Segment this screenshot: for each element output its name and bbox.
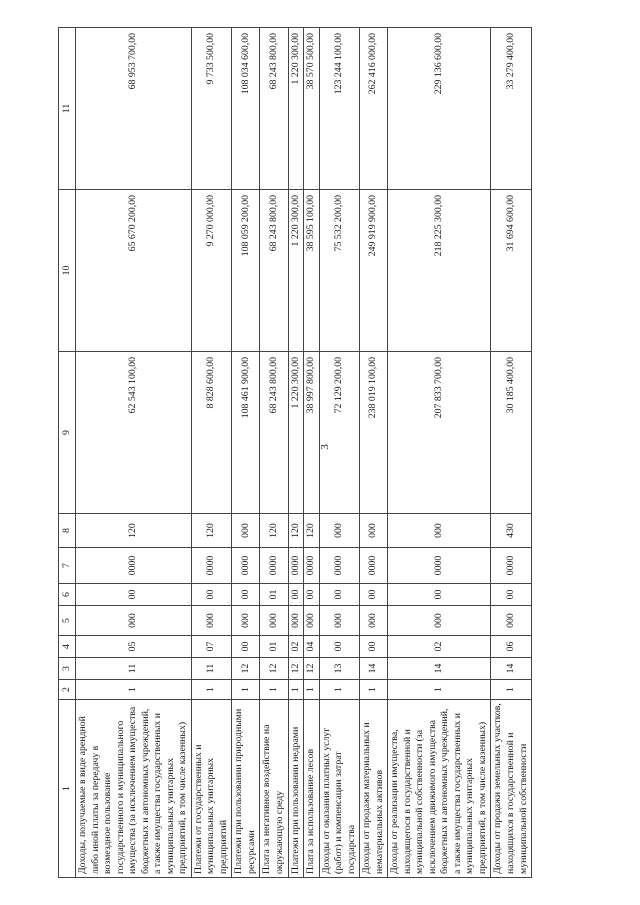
table-cell: 000	[260, 606, 288, 636]
table-cell: 07	[191, 636, 232, 658]
table-cell: 06	[491, 636, 532, 658]
table-cell: 12	[304, 658, 320, 680]
table-cell: 00	[388, 584, 491, 606]
table-cell: 0000	[76, 548, 192, 584]
table-cell: 11	[191, 658, 232, 680]
table-cell: 000	[319, 606, 360, 636]
table-cell: 00	[232, 584, 260, 606]
table-cell: 75 532 200,00	[319, 190, 360, 352]
row-description: Платежи при пользовании природными ресурсами	[232, 700, 260, 878]
table-cell: 0000	[319, 548, 360, 584]
table-cell: 68 243 800,00	[260, 190, 288, 352]
table-cell: 108 059 200,00	[232, 190, 260, 352]
table-cell: 1	[288, 680, 304, 700]
col-header: 10	[59, 190, 76, 352]
table-cell: 0000	[360, 548, 388, 584]
table-cell: 000	[191, 606, 232, 636]
table-cell: 1	[191, 680, 232, 700]
table-cell: 00	[360, 584, 388, 606]
header-row	[59, 28, 76, 878]
table-cell: 1	[304, 680, 320, 700]
row-description: Доходы от оказания платных услуг (работ) и компенсации затрат государства	[319, 700, 360, 878]
table-cell: 00	[288, 584, 304, 606]
table-cell: 13	[319, 658, 360, 680]
table-cell: 1 220 300,00	[288, 352, 304, 514]
table-cell: 207 833 700,00	[388, 352, 491, 514]
col-header: 1	[59, 700, 76, 878]
table-cell: 65 670 200,00	[76, 190, 192, 352]
table-cell: 000	[360, 514, 388, 548]
table-cell: 68 243 800,00	[260, 28, 288, 190]
row-description: Доходы, получаемые в виде арендной либо иной платы за передачу в возмездное пользование государственного и муниципального имущества (за исключением имущества бюджетных и автономных учреждений, а также имущества государственных и муниципальных унитарных предприятий, в том числе казенных)	[76, 700, 192, 878]
table-cell: 0000	[491, 548, 532, 584]
row-description: Доходы от продажи земельных участков, находящихся в государственной и муниципальной собственности	[491, 700, 532, 878]
table-cell: 8 828 600,00	[191, 352, 232, 514]
table-cell: 38 595 100,00	[304, 190, 320, 352]
col-header: 4	[59, 636, 76, 658]
table-cell: 120	[191, 514, 232, 548]
table-row	[360, 28, 388, 878]
table-cell: 00	[319, 636, 360, 658]
table-cell: 00	[491, 584, 532, 606]
row-description: Доходы от реализации имущества, находящегося в государственной и муниципальной собственности (за исключением движимого имущества бюджетных и автономных учреждений, а также имущества государственных и муниципальных унитарных предприятий, в том числе казенных)	[388, 700, 491, 878]
table-cell: 00	[232, 636, 260, 658]
table-cell: 000	[76, 606, 192, 636]
table-cell: 218 225 300,00	[388, 190, 491, 352]
table-cell: 238 019 100,00	[360, 352, 388, 514]
col-header: 7	[59, 548, 76, 584]
row-description: Доходы от продажи материальных и нематериальных активов	[360, 700, 388, 878]
table-cell: 000	[388, 606, 491, 636]
table-cell: 68 953 700,00	[76, 28, 192, 190]
table-cell: 120	[76, 514, 192, 548]
table-cell: 01	[260, 584, 288, 606]
table-cell: 00	[360, 636, 388, 658]
table-cell: 0000	[260, 548, 288, 584]
table-cell: 1 220 300,00	[288, 28, 304, 190]
col-header: 5	[59, 606, 76, 636]
table-cell: 229 136 600,00	[388, 28, 491, 190]
table-cell: 000	[304, 606, 320, 636]
table-cell: 00	[304, 584, 320, 606]
table-cell: 000	[388, 514, 491, 548]
table-cell: 1	[360, 680, 388, 700]
table-cell: 12	[260, 658, 288, 680]
table-cell: 68 243 800,00	[260, 352, 288, 514]
table-cell: 262 416 000,00	[360, 28, 388, 190]
table-cell: 0000	[388, 548, 491, 584]
table-cell: 1	[232, 680, 260, 700]
table-cell: 05	[76, 636, 192, 658]
table-cell: 000	[288, 606, 304, 636]
table-cell: 30 185 400,00	[491, 352, 532, 514]
table-cell: 000	[491, 606, 532, 636]
table-cell: 04	[304, 636, 320, 658]
table-cell: 1	[491, 680, 532, 700]
table-cell: 00	[319, 584, 360, 606]
table-cell: 62 543 100,00	[76, 352, 192, 514]
table-cell: 000	[232, 514, 260, 548]
table-cell: 00	[76, 584, 192, 606]
table-cell: 9 733 500,00	[191, 28, 232, 190]
table-cell: 1	[260, 680, 288, 700]
row-description: Плата за использование лесов	[304, 700, 320, 878]
table-row	[260, 28, 288, 878]
table-cell: 02	[388, 636, 491, 658]
table-cell: 14	[388, 658, 491, 680]
table-cell: 02	[288, 636, 304, 658]
col-header: 9	[59, 352, 76, 514]
table-row	[304, 28, 320, 878]
page-number: 3	[318, 444, 331, 450]
table-cell: 14	[491, 658, 532, 680]
row-description: Платежи от государственных и муниципальных унитарных предприятий	[191, 700, 232, 878]
table-row	[388, 28, 491, 878]
table-cell: 9 270 000,00	[191, 190, 232, 352]
table-cell: 11	[76, 658, 192, 680]
table-body	[76, 28, 532, 878]
col-header: 3	[59, 658, 76, 680]
table-row	[232, 28, 260, 878]
rotated-page	[58, 28, 578, 878]
table-cell: 38 997 800,00	[304, 352, 320, 514]
table-cell: 01	[260, 636, 288, 658]
row-description: Платежи при пользовании недрами	[288, 700, 304, 878]
table-cell: 00	[191, 584, 232, 606]
table-cell: 0000	[304, 548, 320, 584]
table-cell: 0000	[191, 548, 232, 584]
table-row	[319, 28, 360, 878]
table-cell: 1	[319, 680, 360, 700]
row-description: Плата за негативное воздействие на окружающую среду	[260, 700, 288, 878]
table-cell: 108 461 900,00	[232, 352, 260, 514]
table-cell: 33 279 400,00	[491, 28, 532, 190]
table-row	[191, 28, 232, 878]
table-cell: 0000	[232, 548, 260, 584]
table-cell: 000	[319, 514, 360, 548]
table-cell: 12	[288, 658, 304, 680]
table-cell: 1 220 300,00	[288, 190, 304, 352]
table-cell: 31 694 600,00	[491, 190, 532, 352]
col-header: 11	[59, 28, 76, 190]
table-cell: 249 919 900,00	[360, 190, 388, 352]
table-cell: 1	[76, 680, 192, 700]
table-row	[491, 28, 532, 878]
table-cell: 38 570 500,00	[304, 28, 320, 190]
revenue-table	[58, 27, 532, 878]
col-header: 2	[59, 680, 76, 700]
table-cell: 000	[360, 606, 388, 636]
table-cell: 120	[288, 514, 304, 548]
table-cell: 123 244 100,00	[319, 28, 360, 190]
table-cell: 430	[491, 514, 532, 548]
table-cell: 120	[304, 514, 320, 548]
table-cell: 72 129 200,00	[319, 352, 360, 514]
col-header: 8	[59, 514, 76, 548]
table-cell: 120	[260, 514, 288, 548]
table-row	[288, 28, 304, 878]
table-row	[76, 28, 192, 878]
col-header: 6	[59, 584, 76, 606]
table-cell: 14	[360, 658, 388, 680]
table-cell: 12	[232, 658, 260, 680]
table-cell: 1	[388, 680, 491, 700]
table-cell: 108 034 600,00	[232, 28, 260, 190]
table-cell: 0000	[288, 548, 304, 584]
table-cell: 000	[232, 606, 260, 636]
